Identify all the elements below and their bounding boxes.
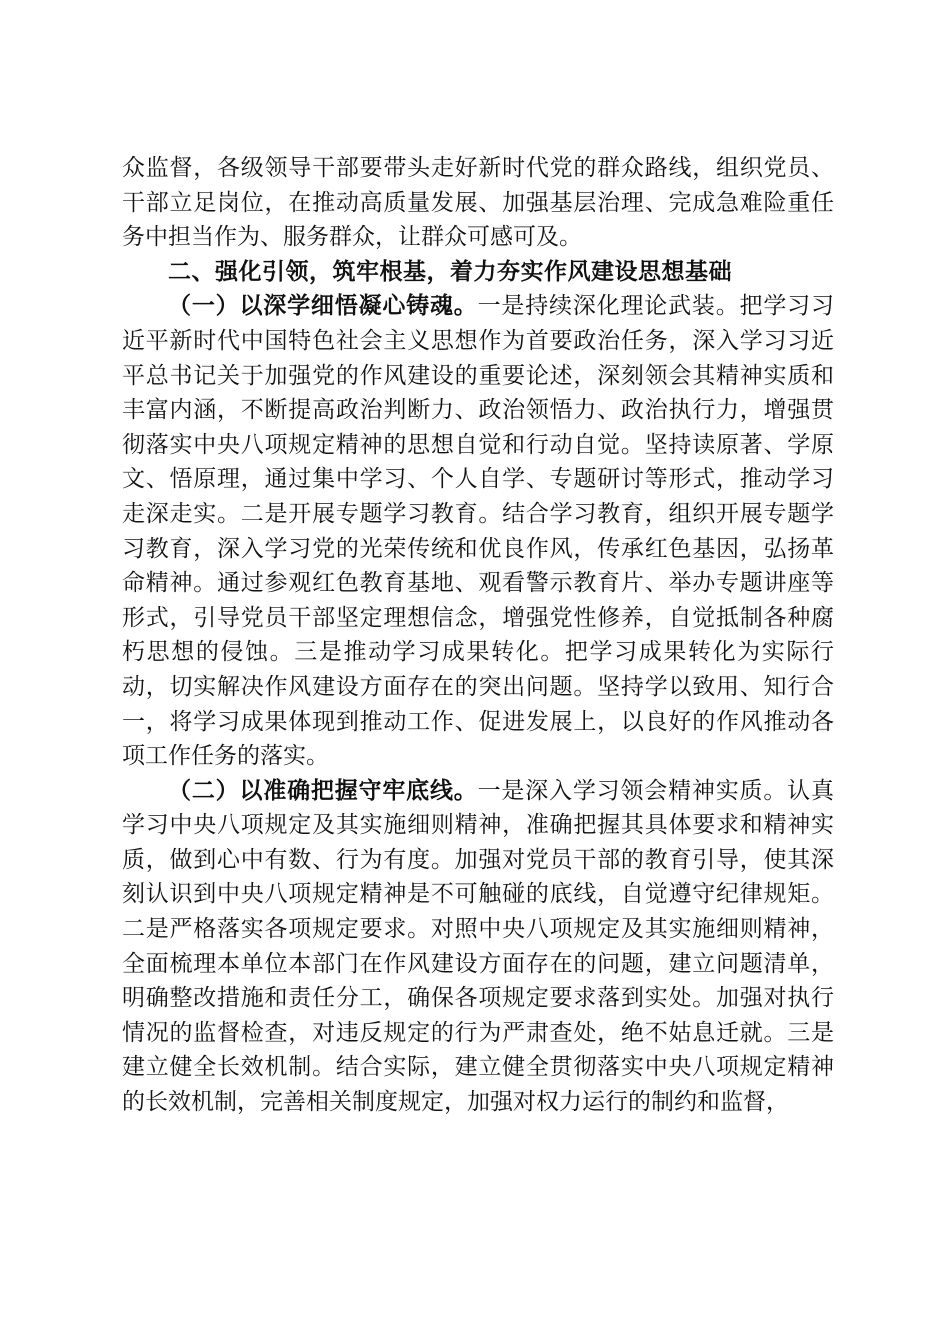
paragraph-continuation bbox=[122, 151, 834, 255]
paragraph-subsection-2 bbox=[122, 774, 834, 1120]
subsection-title: （二）以准确把握守牢底线。 bbox=[168, 776, 478, 804]
document-page bbox=[122, 151, 834, 1120]
section-heading: 二、强化引领，筑牢根基，着力夯实作风建设思想基础 bbox=[168, 258, 732, 285]
paragraph-subsection-1 bbox=[122, 289, 834, 773]
paragraph-text: 众监督，各级领导干部要带头走好新时代党的群众路线，组织党员、干部立足岗位，在推动高质量发展、加强基层治理、完成急难险重任务中担当作为、服务群众，让群众可感可及。 bbox=[122, 155, 834, 251]
paragraph-text: 一是深入学习领会精神实质。认真学习中央八项规定及其实施细则精神，准确把握其具体要求和精神实质，做到心中有数、行为有度。加强对党员干部的教育引导，使其深刻认识到中央八项规定精神是不可触碰的底线，自觉遵守纪律规矩。二是严格落实各项规定要求。对照中央八项规定及其实施细则精神，全面梳理本单位本部门在作风建设方面存在的问题，建立问题清单，明确整改措施和责任分工，确保各项规定要求落到实处。加强对执行情况的监督检查，对违反规定的行为严肃查处，绝不姑息迁就。三是建立健全长效机制。结合实际，建立健全贯彻落实中央八项规定精神的长效机制，完善相关制度规定，加强对权力运行的制约和监督， bbox=[122, 777, 835, 1116]
paragraph-text: 一是持续深化理论武装。把学习习近平新时代中国特色社会主义思想作为首要政治任务，深入学习习近平总书记关于加强党的作风建设的重要论述，深刻领会其精神实质和丰富内涵，不断提高政治判断力、政治领悟力、政治执行力，增强贯彻落实中央八项规定精神的思想自觉和行动自觉。坚持读原著、学原文、悟原理，通过集中学习、个人自学、专题研讨等形式，推动学习走深走实。二是开展专题学习教育。结合学习教育，组织开展专题学习教育，深入学习党的光荣传统和优良作风，传承红色基因，弘扬革命精神。通过参观红色教育基地、观看警示教育片、举办专题讲座等形式，引导党员干部坚定理想信念，增强党性修养，自觉抵制各种腐朽思想的侵蚀。三是推动学习成果转化。把学习成果转化为实际行动，切实解决作风建设方面存在的突出问题。坚持学以致用、知行合一，将学习成果体现到推动工作、促进发展上，以良好的作风推动各项工作任务的落实。 bbox=[122, 293, 835, 770]
subsection-title: （一）以深学细悟凝心铸魂。 bbox=[168, 292, 478, 320]
